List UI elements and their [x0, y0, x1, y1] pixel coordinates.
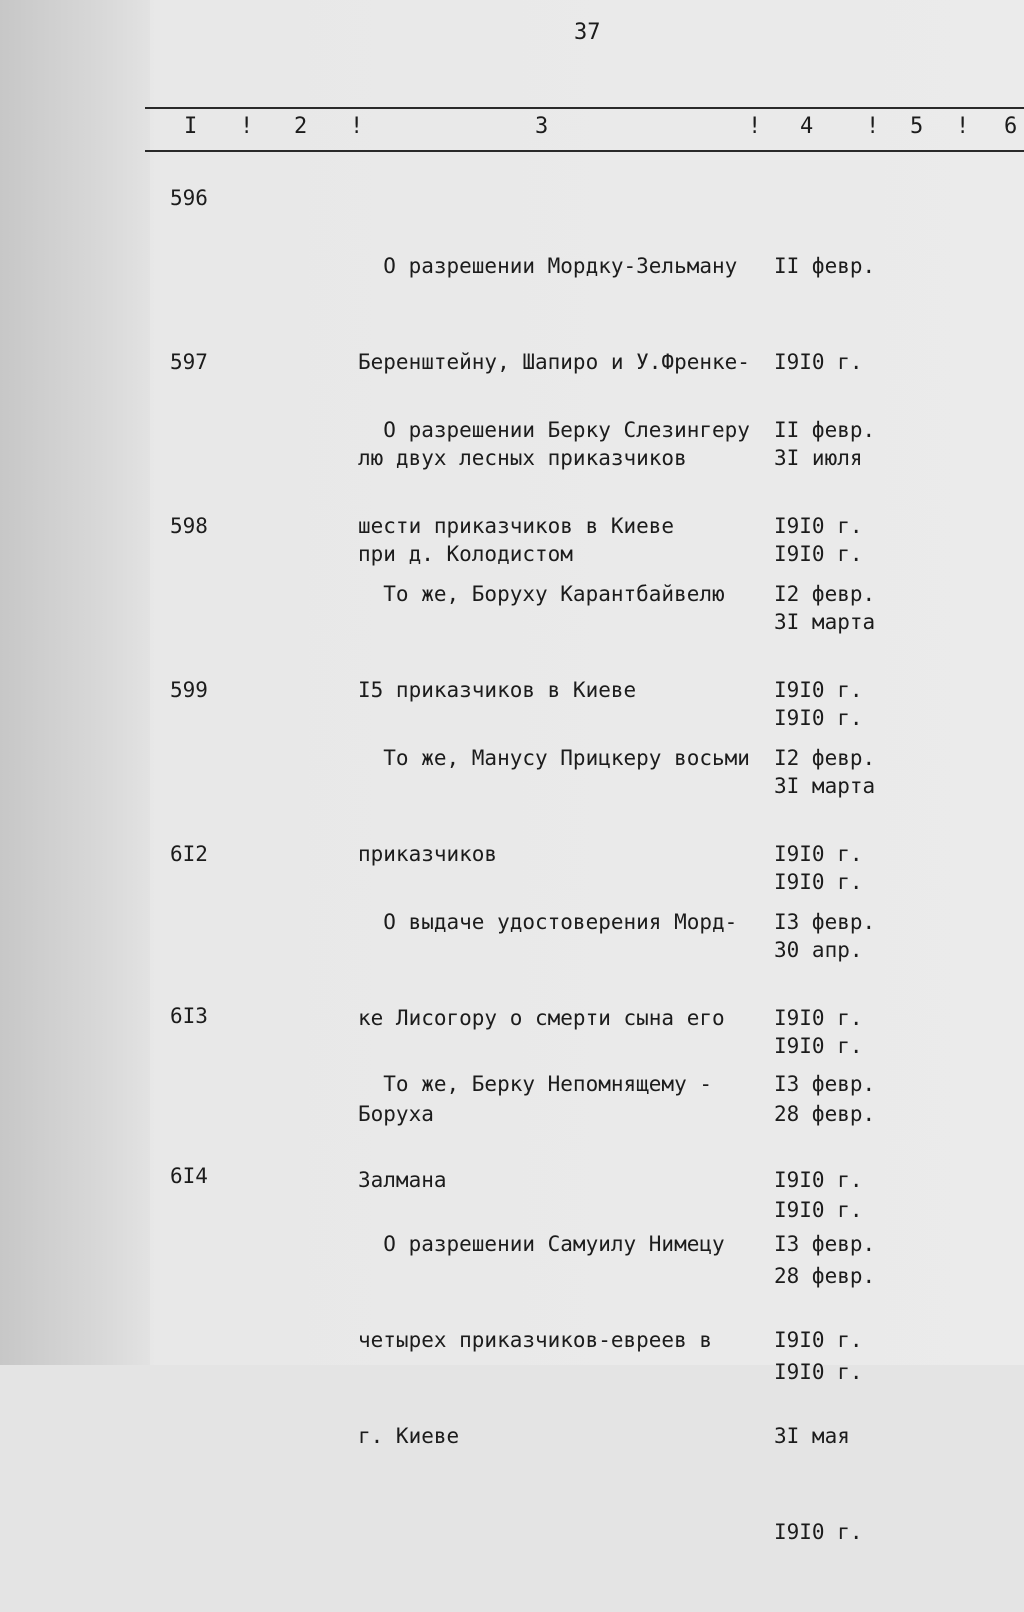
date-line: I9I0 г. [774, 1198, 863, 1222]
date-line: I9I0 г. [774, 1328, 863, 1352]
column-separator: ! [240, 114, 254, 139]
entry-dates [774, 1164, 875, 1612]
header-bottom-rule [145, 150, 1024, 152]
entry-number: 6I4 [170, 1164, 208, 1188]
entry-number: 597 [170, 350, 208, 374]
description-line: То же, Боруху Карантбайвелю [358, 582, 725, 606]
date-line: 28 февр. [774, 1264, 876, 1288]
date-line: 3I июля [774, 446, 863, 470]
description-line: Залмана [358, 1168, 447, 1192]
date-line: I9I0 г. [774, 706, 863, 730]
date-line: I9I0 г. [774, 1360, 863, 1384]
date-line: I2 февр. [774, 746, 876, 770]
date-line: II февр. [774, 254, 876, 278]
date-line: I9I0 г. [774, 678, 863, 702]
date-line: I2 февр. [774, 582, 876, 606]
description-line: I5 приказчиков в Киеве [358, 678, 637, 702]
entry-number: 598 [170, 514, 208, 538]
date-line: 3I мая [774, 1424, 850, 1448]
date-line: 28 февр. [774, 1102, 876, 1126]
description-line: То же, Манусу Прицкеру восьми [358, 746, 750, 770]
date-line: I3 февр. [774, 1232, 876, 1256]
entry-description [358, 1164, 778, 1516]
description-line: О разрешении Самуилу Нимецу [358, 1232, 725, 1256]
column-separator: ! [866, 114, 880, 139]
date-line: II февр. [774, 418, 876, 442]
description-line: при д. Колодистом [358, 542, 573, 566]
date-line: I9I0 г. [774, 1520, 863, 1544]
header-top-rule [145, 107, 1024, 109]
description-line: ке Лисогору о смерти сына его [358, 1006, 725, 1030]
date-line: I3 февр. [774, 1072, 876, 1096]
description-line: четырех приказчиков-евреев в [358, 1328, 713, 1352]
description-line: г. Киеве [358, 1424, 460, 1448]
description-line: То же, Берку Непомнящему - [358, 1072, 713, 1096]
column-header-6: 6 [1004, 114, 1018, 139]
date-line: 3I марта [774, 610, 876, 634]
column-header-2: 2 [294, 114, 308, 139]
description-line: Боруха [358, 1102, 434, 1126]
column-separator: ! [956, 114, 970, 139]
description-line: О разрешении Мордку-Зельману [358, 254, 738, 278]
date-line: I9I0 г. [774, 1006, 863, 1030]
entry-number: 6I3 [170, 1004, 208, 1028]
date-line: I3 февр. [774, 910, 876, 934]
date-line: I9I0 г. [774, 870, 863, 894]
entry-number: 596 [170, 186, 208, 210]
date-line: I9I0 г. [774, 842, 863, 866]
page-number: 37 [574, 20, 601, 45]
date-line: I9I0 г. [774, 1034, 863, 1058]
description-line: О разрешении Берку Слезингеру [358, 418, 750, 442]
description-line: приказчиков [358, 842, 498, 866]
date-line: I9I0 г. [774, 514, 863, 538]
entry-number: 599 [170, 678, 208, 702]
description-line: Беренштейну, Шапиро и У.Френке- [358, 350, 750, 374]
entry-number: 6I2 [170, 842, 208, 866]
description-line: шести приказчиков в Киеве [358, 514, 675, 538]
description-line: лю двух лесных приказчиков [358, 446, 687, 470]
date-line: I9I0 г. [774, 350, 863, 374]
column-header-4: 4 [800, 114, 814, 139]
column-header-1: I [184, 114, 198, 139]
date-line: I9I0 г. [774, 1168, 863, 1192]
column-header-3: 3 [535, 114, 549, 139]
page-binding-edge [0, 0, 150, 1365]
description-line: О выдаче удостоверения Морд- [358, 910, 738, 934]
date-line: 30 апр. [774, 938, 863, 962]
column-header-5: 5 [910, 114, 924, 139]
column-separator: ! [748, 114, 762, 139]
date-line: 3I марта [774, 774, 876, 798]
column-separator: ! [350, 114, 364, 139]
date-line: I9I0 г. [774, 542, 863, 566]
